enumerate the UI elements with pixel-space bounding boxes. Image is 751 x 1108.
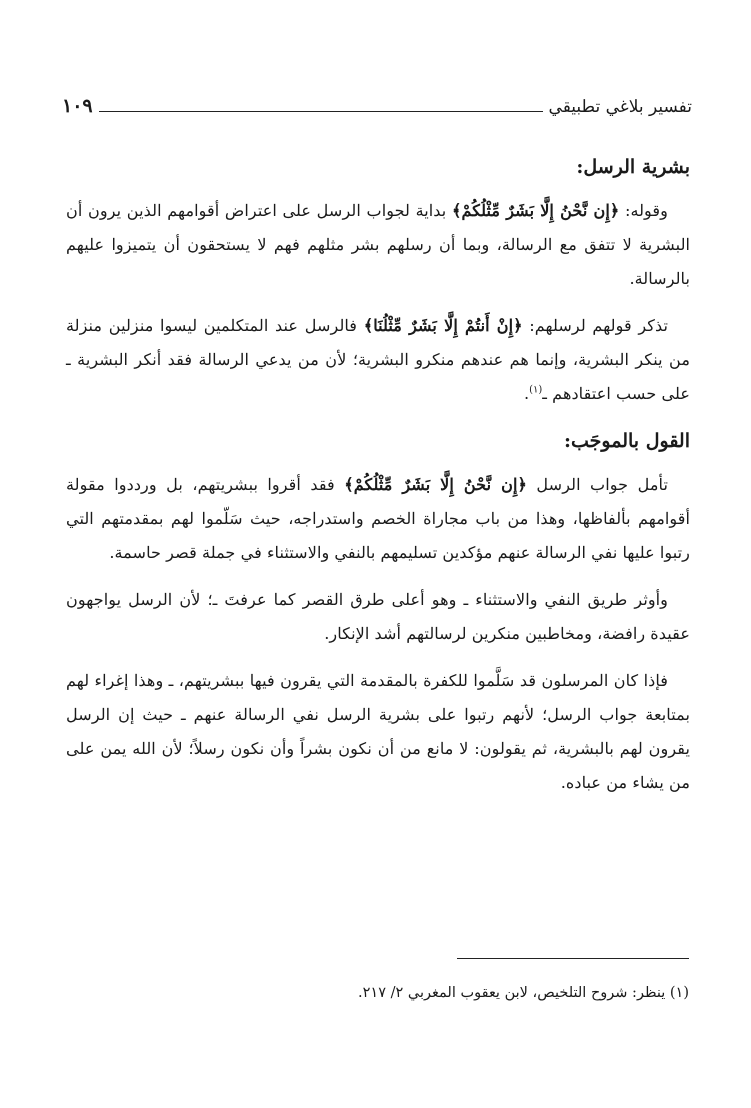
footnote-reference[interactable]: (١) — [529, 384, 543, 396]
section-heading-human-nature-of-messengers: بشرية الرسل: — [576, 156, 690, 178]
quran-verse: ﴿إِنْ أَنتُمْ إِلَّا بَشَرٌ مِّثْلُنَا﴾ — [363, 316, 523, 335]
paragraph-text: فقد أقروا ببشريتهم، بل ورددوا مقولة أقوامهم بألفاظها، وهذا من باب مجاراة الخصم واستدراجه، حيث سَلّموا لهم بمقدمتهم التي رتبوا عليها نفي الرسالة عنهم مؤكدين تسليمهم بالنفي والاستثناء في جملة قصر حاسمة. — [66, 475, 690, 562]
main-text — [66, 150, 690, 813]
footnote: (١) ينظر: شروح التلخيص، لابن يعقوب المغربي ٢/ ٢١٧. — [358, 985, 689, 1001]
paragraph-text: بداية لجواب الرسل على اعتراض أقوامهم الذين يرون أن البشرية لا تتفق مع الرسالة، وبما أن رسلهم بشر مثلهم فهم لا يستحقون أن يتميزوا عليهم بالرسالة. — [66, 201, 690, 288]
section-heading-conceding-argument: القول بالموجَب: — [564, 430, 690, 452]
footnote-separator — [457, 958, 689, 959]
running-header — [62, 86, 692, 116]
paragraph: فإذا كان المرسلون قد سَلَّموا للكفرة بالمقدمة التي يقرون فيها ببشريتهم، ـ وهذا إغراء لهم بمتابعة جواب الرسل؛ لأنهم رتبوا على بشرية الرسل نفي الرسالة عنهم ـ حيث إن الرسل يقرون لهم بالبشرية، ثم يقولون: لا مانع من أن نكون بشراً وأن نكون رسلاً؛ لأن الله يمن على من يشاء من عباده. — [66, 671, 690, 792]
running-title: تفسير بلاغي تطبيقي — [548, 97, 692, 117]
paragraph-lead: تأمل جواب الرسل — [526, 475, 668, 494]
paragraph-lead: وقوله: — [619, 201, 668, 220]
paragraph: وأوثر طريق النفي والاستثناء ـ وهو أعلى طرق القصر كما عرفتَ ـ؛ لأن الرسل يواجهون عقيدة رافضة، ومخاطبين منكرين لرسالتهم أشد الإنكار. — [66, 590, 690, 643]
paragraph — [66, 468, 690, 570]
quran-verse: ﴿إِن نَّحْنُ إِلَّا بَشَرٌ مِّثْلُكُمْ﴾ — [451, 201, 620, 220]
quran-verse: ﴿إِن نَّحْنُ إِلَّا بَشَرٌ مِّثْلُكُمْ﴾ — [344, 475, 527, 494]
header-rule — [99, 111, 543, 112]
paragraph-text: فالرسل عند المتكلمين ليسوا منزلين منزلة من ينكر البشرية، وإنما هم عندهم منكرو البشرية؛ لأن من يدعي الرسالة فقد أنكر البشرية ـ على حسب اعتقادهم ـ — [66, 316, 690, 403]
paragraph — [66, 309, 690, 411]
paragraph-lead: تذكر قولهم لرسلهم: — [522, 316, 668, 335]
paragraph — [66, 194, 690, 296]
paragraph-end: . — [523, 384, 530, 403]
page-number: ١٠٩ — [62, 95, 93, 117]
